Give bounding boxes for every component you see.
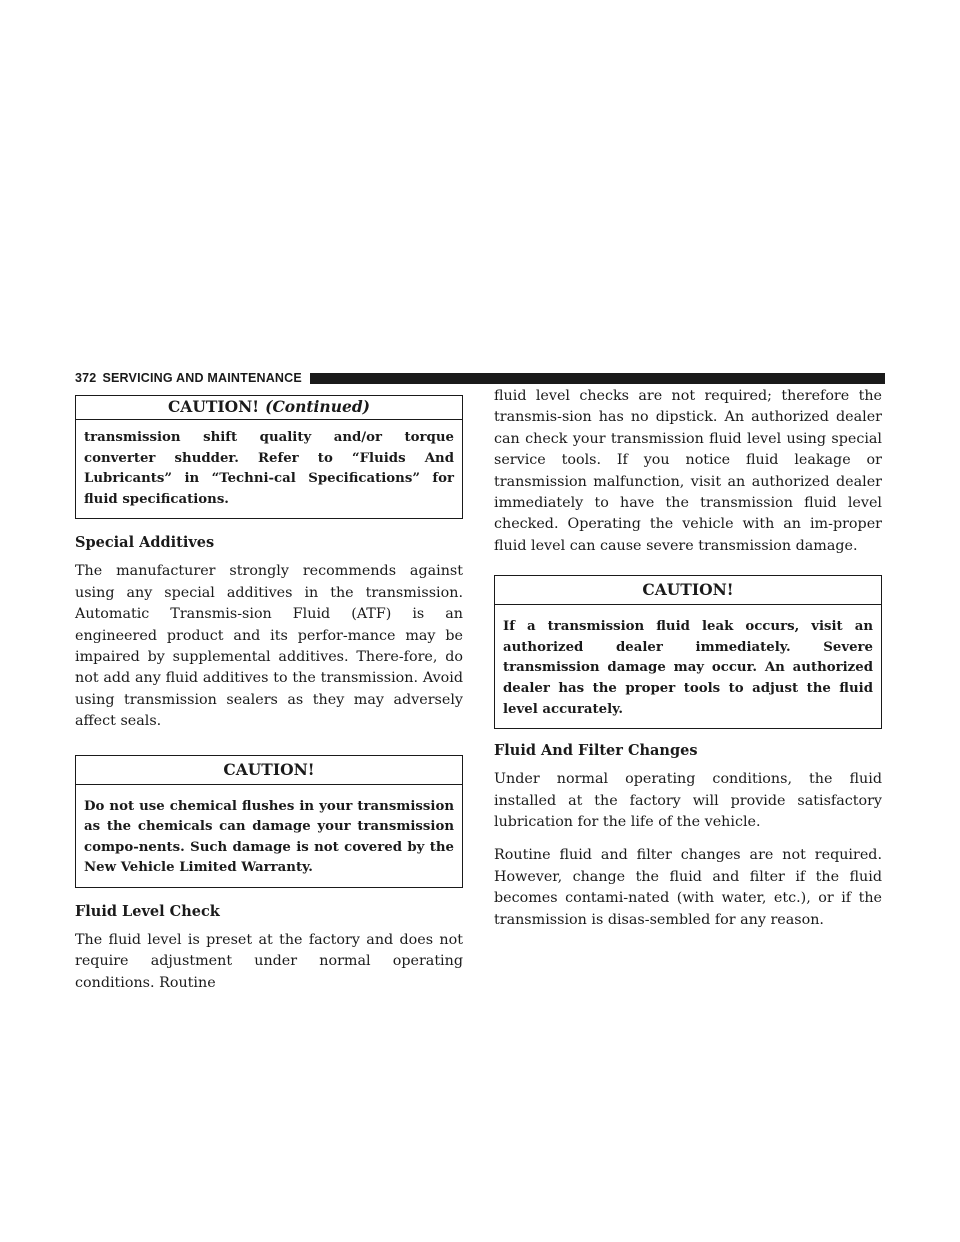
paragraph-special-additives: The manufacturer strongly recommends against using any special additives in the transmission. Automatic Transmis-sion Fluid (ATF) is an engineered product and its perfor-mance may be impaired by supplemental additives. There-fore, do not add any fluid additives to the transmission. Avoid using transmission sealers as they may adversely affect seals. <box>75 563 463 730</box>
left-column <box>75 395 463 994</box>
caution-continued-label: (Continued) <box>265 397 371 416</box>
caution-title: CAUTION! <box>495 576 881 605</box>
section-title: SERVICING AND MAINTENANCE <box>102 371 302 385</box>
caution-box-flushes <box>75 755 463 888</box>
header-rule <box>310 373 885 384</box>
caution-title: CAUTION! <box>76 756 462 785</box>
caution-title <box>76 396 462 420</box>
heading-fluid-level-check: Fluid Level Check <box>75 903 220 920</box>
paragraph-fluid-level-continued: fluid level checks are not required; therefore the transmis-sion has no dipstick. An authorized dealer can check your transmission fluid level using special service tools. If you notice fluid leakage or transmission malfunction, visit an authorized dealer immediately to have the transmission fluid level checked. Operating the vehicle with an im-proper fluid level can cause severe transmission damage. <box>494 388 882 554</box>
heading-special-additives: Special Additives <box>75 534 215 552</box>
caution-body: transmission shift quality and/or torque converter shudder. Refer to “Fluids And Lubricants” in “Techni-cal Specifications” for fluid specifications. <box>84 430 454 507</box>
caution-box-continued <box>75 395 463 519</box>
caution-body: Do not use chemical flushes in your transmission as the chemicals can damage your transmission compo-nents. Such damage is not covered by the New Vehicle Limited Warranty. <box>84 798 454 876</box>
paragraph-fluid-filter-2: Routine fluid and filter changes are not required. However, change the fluid and filter if the fluid becomes contami-nated (with water, etc.), or if the transmission is disas-sembled for any reason. <box>494 847 882 928</box>
page-header <box>75 370 885 386</box>
paragraph-fluid-filter-1: Under normal operating conditions, the fluid installed at the factory will provide satisfactory lubrication for the life of the vehicle. <box>494 771 882 831</box>
caution-title-text: CAUTION! <box>167 397 260 416</box>
right-column <box>494 386 882 931</box>
paragraph-fluid-level-check: The fluid level is preset at the factory and does not require adjustment under normal operating conditions. Routine <box>75 932 463 991</box>
caution-body: If a transmission fluid leak occurs, visit an authorized dealer immediately. Severe transmission damage may occur. An authorized dealer has the proper tools to adjust the fluid level accurately. <box>503 619 873 717</box>
caution-box-leak <box>494 575 882 729</box>
heading-fluid-filter-changes: Fluid And Filter Changes <box>494 742 698 760</box>
page-number: 372 <box>75 371 97 385</box>
